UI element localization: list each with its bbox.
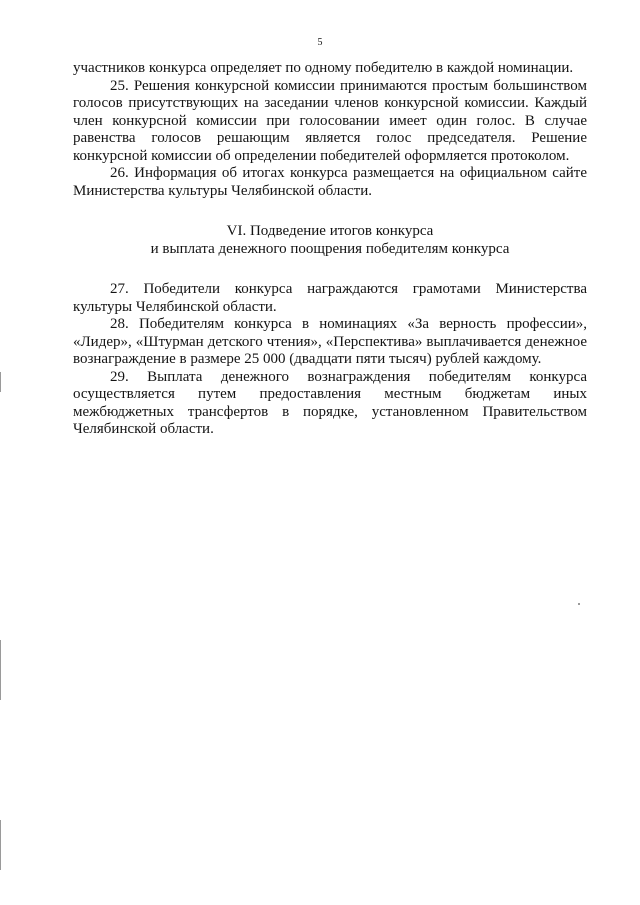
paragraph-27: 27. Победители конкурса награждаются грамотами Министерства культуры Челябинской области.	[73, 281, 587, 315]
scan-margin-mark	[0, 640, 1, 700]
paragraph-26: 26. Информация об итогах конкурса размещается на официальном сайте Министерства культуры Челябинской области.	[73, 165, 587, 199]
section-heading-line-2: и выплата денежного поощрения победителям конкурса	[150, 240, 510, 257]
document-body	[73, 60, 587, 439]
paragraph-continuation: участников конкурса определяет по одному победителю в каждой номинации.	[73, 60, 574, 76]
paragraph-28: 28. Победителям конкурса в номинациях «За верность профессии», «Лидер», «Штурман детского чтения», «Перспектива» выплачивается денежное вознаграждение в размере 25 000 (двадцати пяти тысяч) рублей каждому.	[73, 316, 587, 367]
scan-speck	[578, 603, 580, 605]
paragraph-25: 25. Решения конкурсной комиссии принимаются простым большинством голосов присутствующих на заседании членов конкурсной комиссии. Каждый член конкурсной комиссии при голосовании имеет один голос. В случае равенства голосов решающим является голос председателя. Решение конкурсной комиссии об определении победителей оформляется протоколом.	[73, 77, 587, 164]
page-number: 5	[317, 37, 323, 48]
scan-margin-mark	[0, 372, 1, 392]
section-heading-line-1: VI. Подведение итогов конкурса	[226, 223, 434, 239]
section-heading	[73, 223, 587, 258]
paragraph-29: 29. Выплата денежного вознаграждения победителям конкурса осуществляется путем предоставления местным бюджетам иных межбюджетных трансфертов в порядке, установленном Правительством Челябинской области.	[73, 368, 587, 437]
scan-margin-mark	[0, 820, 1, 870]
